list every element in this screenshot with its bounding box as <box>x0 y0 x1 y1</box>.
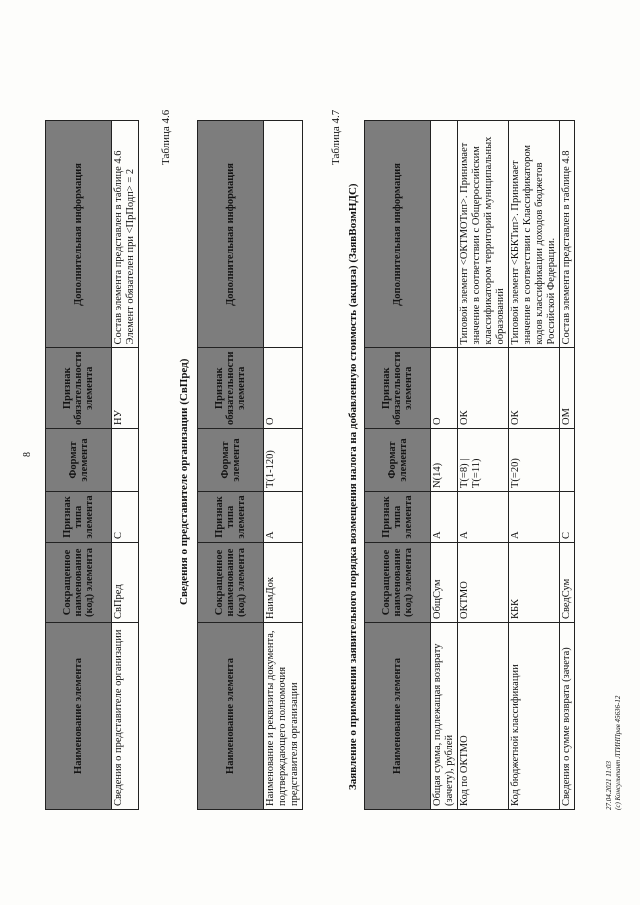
table-header-row <box>198 121 264 810</box>
cell-required: О <box>431 348 458 429</box>
footer-stamp <box>605 696 623 810</box>
table-row <box>458 121 509 810</box>
cell-format: T(1-120) <box>264 429 303 492</box>
header-name: Наименование элемента <box>46 623 112 810</box>
cell-type: А <box>509 492 560 543</box>
table-title: Сведения о представителе организации (СвПред) <box>178 358 190 605</box>
table-4-7 <box>364 120 575 810</box>
cell-required: НУ <box>112 348 139 429</box>
footer-date: 27.04.2021 11:03 <box>605 760 613 810</box>
cell-format: T(=8) | T(=11) <box>458 429 509 492</box>
header-required: Признак обязательности элемента <box>46 348 112 429</box>
cell-code: НаимДок <box>264 543 303 623</box>
table-header-row <box>46 121 112 810</box>
cell-type: С <box>112 492 139 543</box>
header-info: Дополнительная информация <box>46 121 112 348</box>
cell-code: КБК <box>509 543 560 623</box>
cell-name: Общая сумма, подлежащая возврату (зачету), рублей <box>431 623 458 810</box>
cell-name: Сведения о представителе организации <box>112 623 139 810</box>
header-info: Дополнительная информация <box>365 121 431 348</box>
table-title: Заявление о применении заявительного порядка возмещения налога на добавленную стоимость (акциза) (ЗаявВозмНДС) <box>347 183 359 790</box>
cell-code: ОКТМО <box>458 543 509 623</box>
table-4-6 <box>197 120 303 810</box>
cell-info: Состав элемента представлен в таблице 4.6 Элемент обязателен при <ПрПодп> = 2 <box>112 121 139 348</box>
page-number: 8 <box>22 452 33 457</box>
cell-type: А <box>431 492 458 543</box>
cell-format: T(=20) <box>509 429 560 492</box>
cell-info <box>431 121 458 348</box>
header-code: Сокращенное наименование (код) элемента <box>365 543 431 623</box>
cell-info: Состав элемента представлен в таблице 4.8 <box>560 121 575 348</box>
header-format: Формат элемента <box>46 429 112 492</box>
cell-name: Код бюджетной классификации <box>509 623 560 810</box>
cell-required: ОК <box>458 348 509 429</box>
cell-info: Типовой элемент <КБКТип>. Принимает значение в соответствии с Классификатором кодов классификации доходов бюджетов Российской Федерации. <box>509 121 560 348</box>
cell-format <box>560 429 575 492</box>
header-name: Наименование элемента <box>365 623 431 810</box>
table-row <box>112 121 139 810</box>
header-required: Признак обязательности элемента <box>198 348 264 429</box>
cell-type: С <box>560 492 575 543</box>
table-row <box>431 121 458 810</box>
table-caption: Таблица 4.6 <box>160 109 172 165</box>
header-format: Формат элемента <box>365 429 431 492</box>
header-required: Признак обязательности элемента <box>365 348 431 429</box>
cell-required: ОК <box>509 348 560 429</box>
table-continuation <box>45 120 139 810</box>
cell-required: О <box>264 348 303 429</box>
header-code: Сокращенное наименование (код) элемента <box>198 543 264 623</box>
cell-code: СвПред <box>112 543 139 623</box>
cell-type: А <box>458 492 509 543</box>
header-type: Признак типа элемента <box>365 492 431 543</box>
cell-required: ОМ <box>560 348 575 429</box>
cell-format: N(14) <box>431 429 458 492</box>
header-type: Признак типа элемента <box>198 492 264 543</box>
header-name: Наименование элемента <box>198 623 264 810</box>
cell-code: СведСум <box>560 543 575 623</box>
cell-type: А <box>264 492 303 543</box>
table-row <box>560 121 575 810</box>
header-type: Признак типа элемента <box>46 492 112 543</box>
table-header-row <box>365 121 431 810</box>
footer-source: (c) Консультант ЛТИНПрав 45636-12 <box>614 695 622 810</box>
cell-info: Типовой элемент <ОКТМОТип>. Принимает значение в соответствии с Общероссийским классификатором территорий муниципальных образований <box>458 121 509 348</box>
cell-name: Сведения о сумме возврата (зачета) <box>560 623 575 810</box>
header-code: Сокращенное наименование (код) элемента <box>46 543 112 623</box>
cell-info <box>264 121 303 348</box>
cell-format <box>112 429 139 492</box>
header-info: Дополнительная информация <box>198 121 264 348</box>
table-row <box>509 121 560 810</box>
cell-name: Код по ОКТМО <box>458 623 509 810</box>
cell-code: ОбщСум <box>431 543 458 623</box>
cell-name: Наименование и реквизиты документа, подтверждающего полномочия представителя организации <box>264 623 303 810</box>
table-caption: Таблица 4.7 <box>330 109 342 165</box>
table-row <box>264 121 303 810</box>
header-format: Формат элемента <box>198 429 264 492</box>
